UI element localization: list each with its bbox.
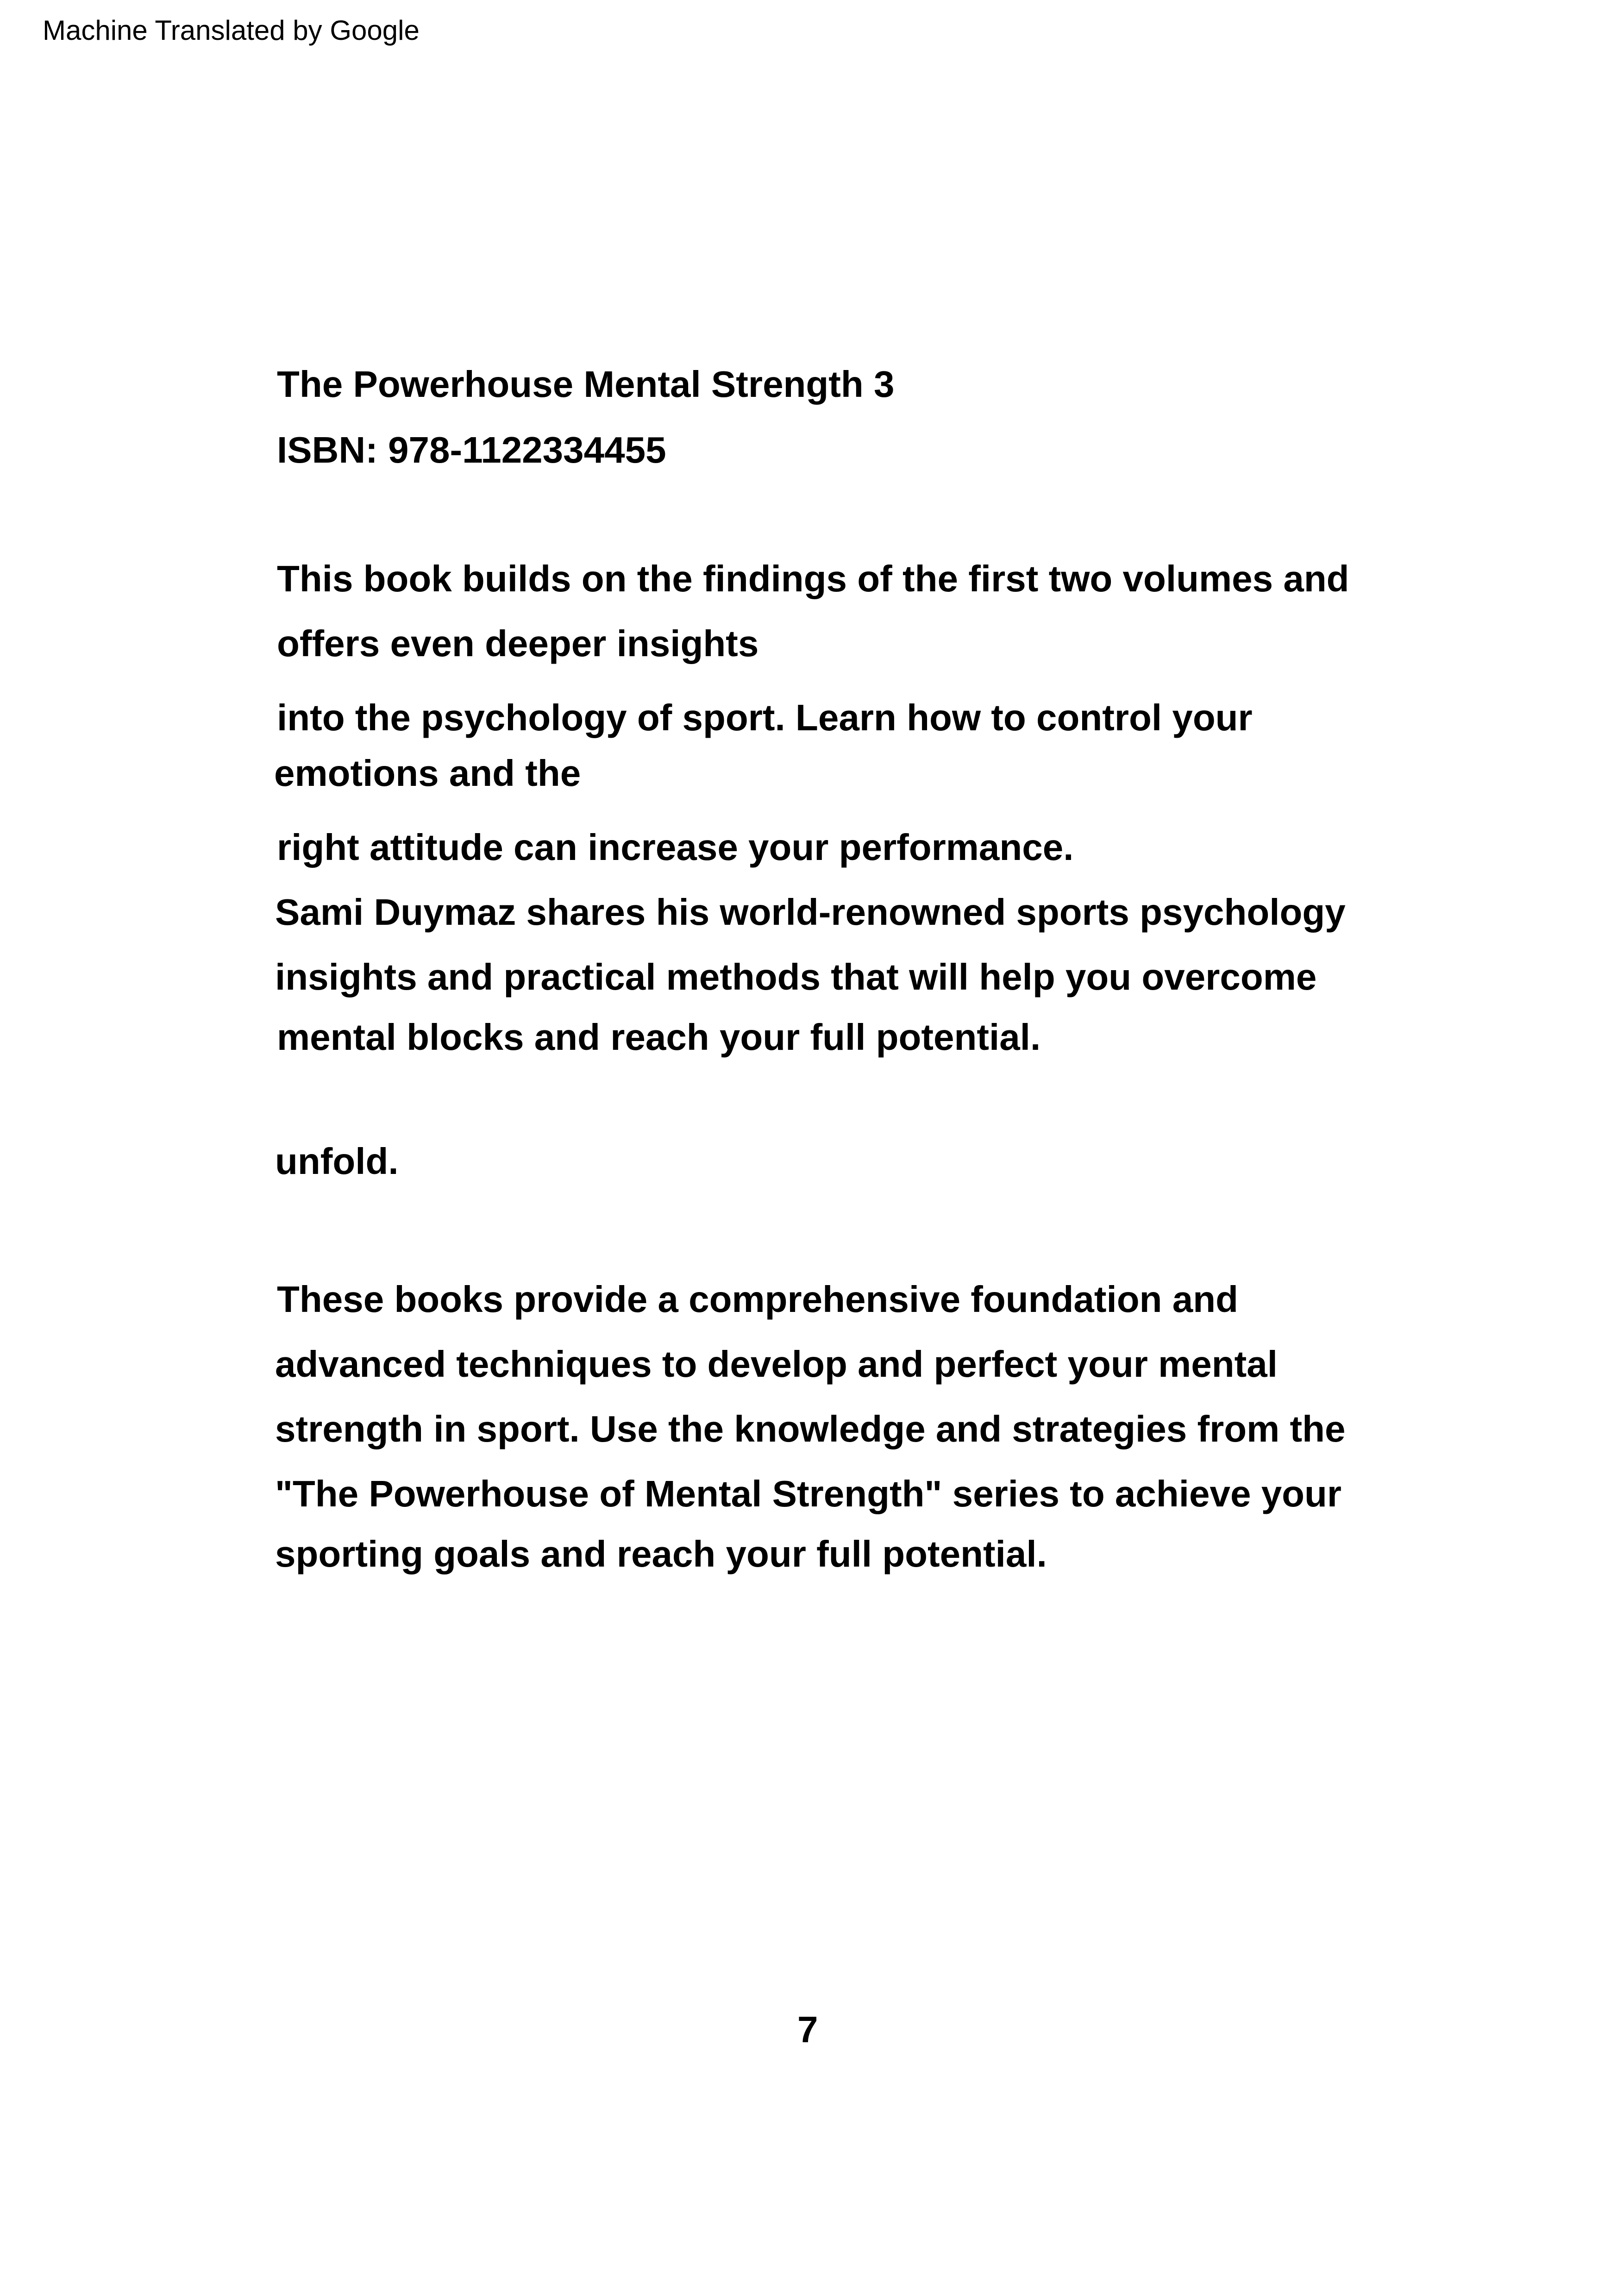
text-line: advanced techniques to develop and perfect your mental bbox=[275, 1343, 1278, 1385]
text-line: offers even deeper insights bbox=[277, 623, 759, 664]
text-line: "The Powerhouse of Mental Strength" series to achieve your bbox=[275, 1473, 1342, 1514]
unfold-line: unfold. bbox=[275, 1141, 399, 1182]
text-line: into the psychology of sport. Learn how to control your bbox=[277, 697, 1253, 738]
machine-translation-banner: Machine Translated by Google bbox=[43, 15, 420, 46]
text-line: strength in sport. Use the knowledge and strategies from the bbox=[275, 1408, 1346, 1449]
text-line: Sami Duymaz shares his world-renowned sports psychology bbox=[275, 891, 1346, 933]
text-line: insights and practical methods that will help you overcome bbox=[275, 956, 1317, 997]
text-line: right attitude can increase your performance. bbox=[277, 827, 1074, 868]
text-line: sporting goals and reach your full potential. bbox=[275, 1533, 1047, 1575]
text-line: These books provide a comprehensive foundation and bbox=[277, 1279, 1238, 1320]
book-title: The Powerhouse Mental Strength 3 bbox=[277, 364, 895, 405]
text-line: This book builds on the findings of the first two volumes and bbox=[277, 558, 1349, 599]
page-number: 7 bbox=[797, 2009, 818, 2050]
isbn: ISBN: 978-1122334455 bbox=[277, 429, 666, 470]
text-line: mental blocks and reach your full potential. bbox=[277, 1016, 1041, 1058]
text-line: emotions and the bbox=[274, 753, 581, 794]
